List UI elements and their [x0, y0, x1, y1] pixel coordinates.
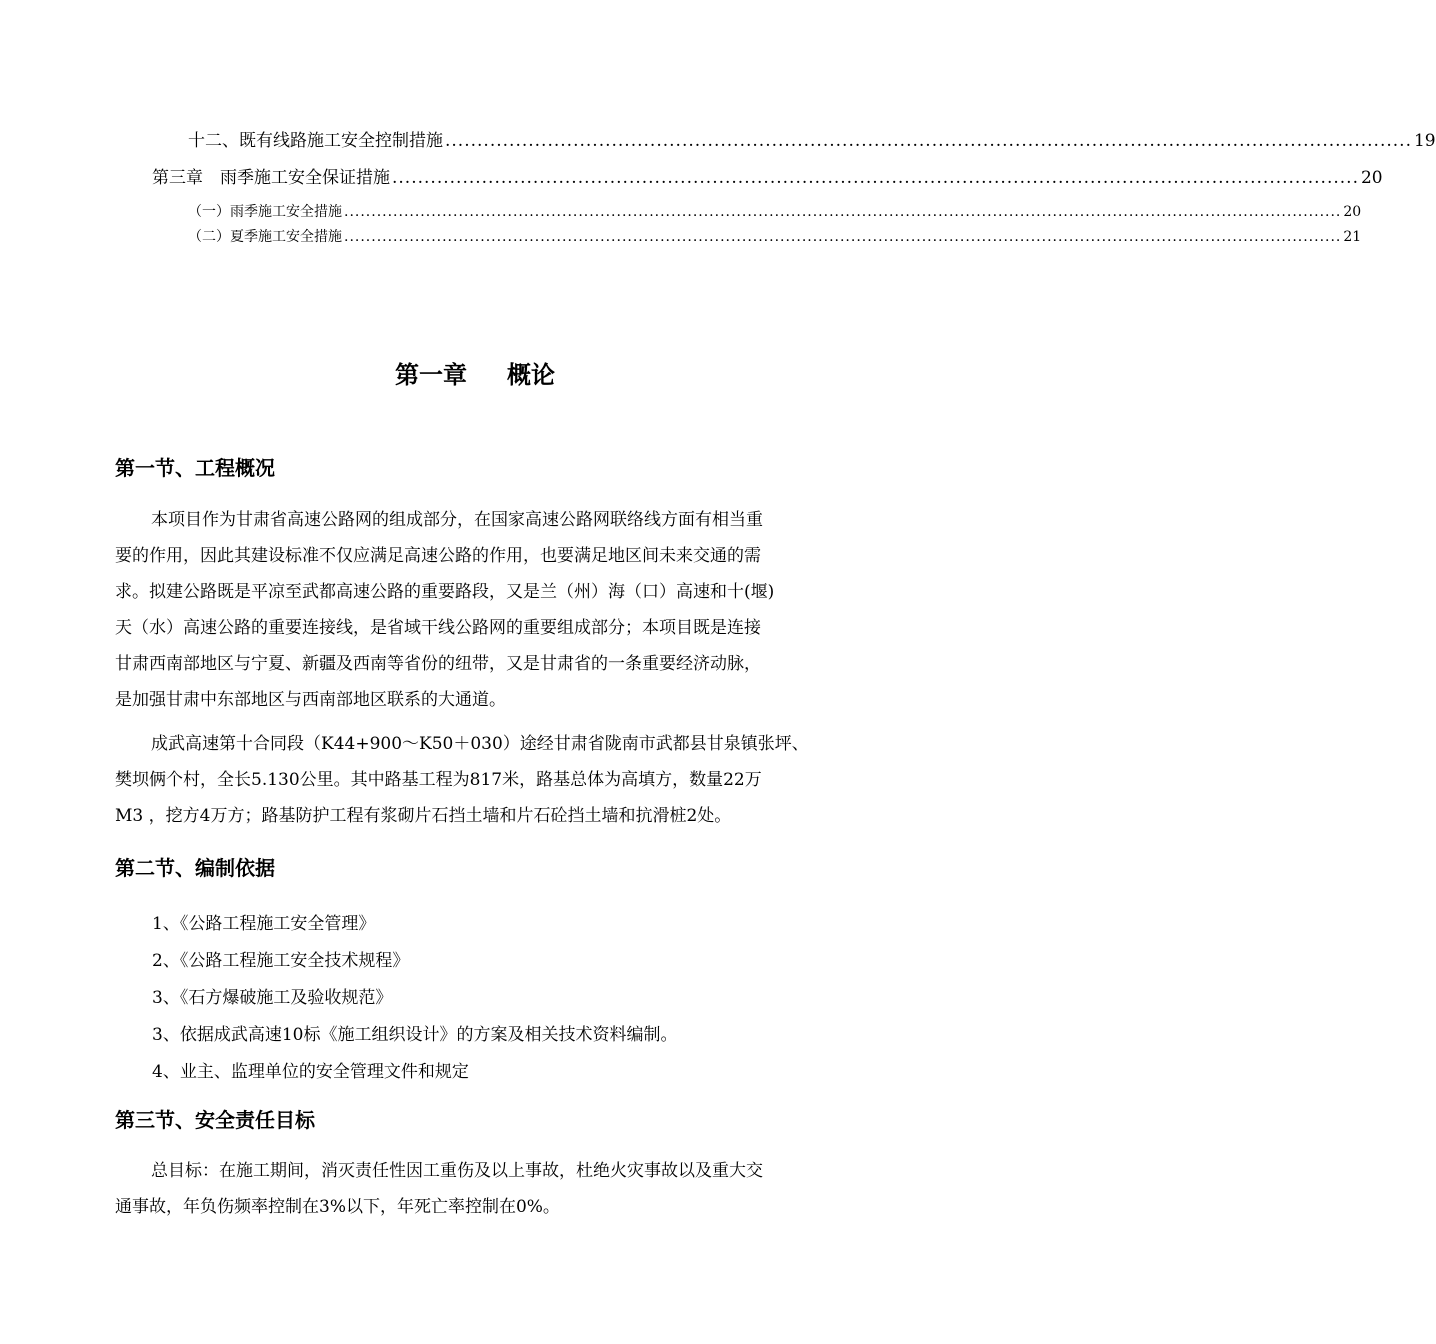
section-title: 第三节、安全责任目标 [115, 1108, 315, 1132]
text-line: 总目标：在施工期间，消灭责任性因工重伤及以上事故，杜绝火灾事故以及重大交 [151, 1161, 763, 1181]
list-item: 4、业主、监理单位的安全管理文件和规定 [152, 1062, 469, 1082]
text-line: 天（水）高速公路的重要连接线，是省域干线公路网的重要组成部分；本项目既是连接 [115, 618, 761, 638]
paragraph [115, 1153, 860, 1225]
text-line: 樊坝俩个村，全长5.130公里。其中路基工程为817米，路基总体为高填方，数量22万 [115, 770, 762, 790]
text-line: M3 ，挖方4万方；路基防护工程有浆砌片石挡土墙和片石砼挡土墙和抗滑桩2处。 [115, 806, 732, 826]
toc-page: 20 [1343, 204, 1362, 220]
toc-entry[interactable] [188, 201, 1362, 221]
text-line: 求。拟建公路既是平凉至武都高速公路的重要路段，又是兰（州）海（口）高速和十(堰) [115, 582, 775, 602]
toc-label: 第三章 雨季施工安全保证措施 [152, 168, 390, 188]
toc-entry[interactable] [152, 163, 1383, 188]
toc-entry[interactable] [188, 226, 1362, 246]
paragraph [115, 502, 860, 718]
text-line: 要的作用，因此其建设标准不仅应满足高速公路的作用，也要满足地区间未来交通的需 [115, 546, 761, 566]
paragraph [115, 726, 860, 834]
toc-label: 十二、既有线路施工安全控制措施 [188, 131, 443, 151]
toc-page: 19 [1413, 131, 1436, 151]
text-line: 是加强甘肃中东部地区与西南部地区联系的大通道。 [115, 690, 506, 710]
toc-label: （一）雨季施工安全措施 [188, 204, 342, 220]
toc-leader: ....................................................................................................................................................... [392, 168, 1359, 188]
toc-label: （二）夏季施工安全措施 [188, 229, 342, 245]
list-item: 3、依据成武高速10标《施工组织设计》的方案及相关技术资料编制。 [152, 1025, 678, 1045]
toc-leader: ....................................................................................................................................................................................... [344, 229, 1342, 245]
toc-page: 20 [1360, 168, 1383, 188]
toc-leader: ....................................................................................................................................................... [445, 131, 1412, 151]
list-item: 2、《公路工程施工安全技术规程》 [152, 951, 410, 971]
toc-leader: ....................................................................................................................................................................................... [344, 204, 1342, 220]
list-item: 1、《公路工程施工安全管理》 [152, 914, 376, 934]
toc-page: 21 [1343, 229, 1362, 245]
text-line: 本项目作为甘肃省高速公路网的组成部分，在国家高速公路网联络线方面有相当重 [151, 510, 763, 530]
toc-entry[interactable] [188, 126, 1436, 151]
section-title: 第一节、工程概况 [115, 456, 275, 480]
text-line: 通事故，年负伤频率控制在3%以下，年死亡率控制在0%。 [115, 1197, 560, 1217]
section-title: 第二节、编制依据 [115, 856, 275, 880]
chapter-heading [0, 355, 950, 390]
text-line: 成武高速第十合同段（K44+900～K50＋030）途经甘肃省陇南市武都县甘泉镇张坪、 [151, 734, 809, 754]
list-item: 3、《石方爆破施工及验收规范》 [152, 988, 393, 1008]
chapter-number: 第一章 [395, 361, 467, 389]
chapter-title: 概论 [507, 361, 555, 389]
text-line: 甘肃西南部地区与宁夏、新疆及西南等省份的纽带，又是甘肃省的一条重要经济动脉， [115, 654, 761, 674]
